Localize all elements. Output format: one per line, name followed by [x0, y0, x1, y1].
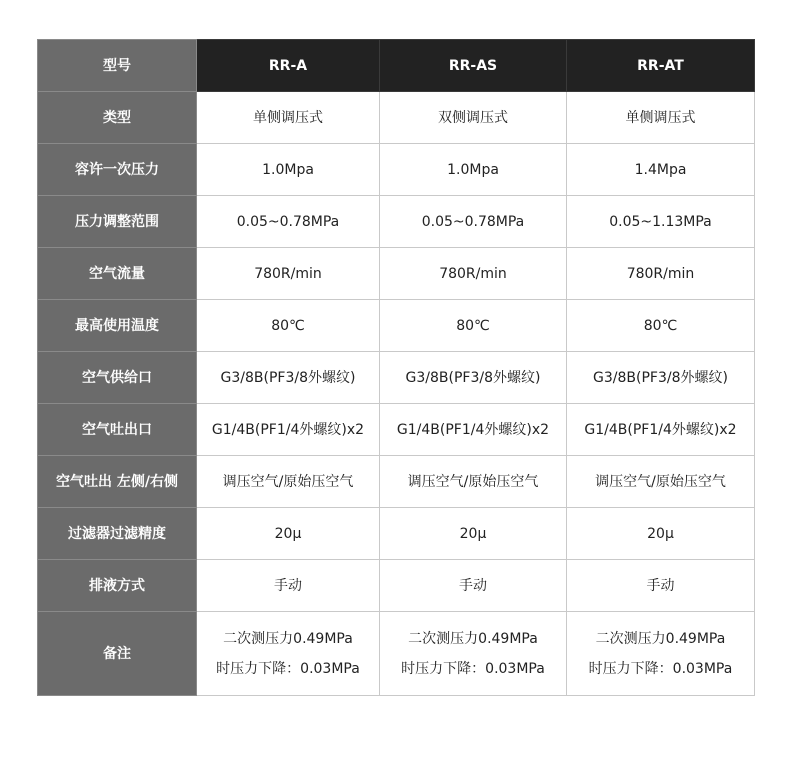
row-label: 空气供给口: [38, 352, 197, 404]
row-label: 排液方式: [38, 560, 197, 612]
row-label: 过滤器过滤精度: [38, 508, 197, 560]
table-cell: G1/4B(PF1/4外螺纹)x2: [380, 404, 567, 456]
table-cell: G3/8B(PF3/8外螺纹): [197, 352, 380, 404]
remark-line: 二次测压力0.49MPa: [595, 630, 726, 647]
remark-line: 二次测压力0.49MPa: [223, 630, 353, 647]
row-label: 最高使用温度: [38, 300, 197, 352]
table-row: [38, 560, 755, 612]
table-row: [38, 144, 755, 196]
table-row: [38, 196, 755, 248]
row-label: 压力调整范围: [38, 196, 197, 248]
table-cell: 780R/min: [197, 248, 380, 300]
remarks-cell: [567, 612, 755, 696]
remarks-row: [38, 612, 755, 696]
row-label: 空气吐出 左侧/右侧: [38, 456, 197, 508]
table-cell: G3/8B(PF3/8外螺纹): [567, 352, 755, 404]
table-cell: 20μ: [197, 508, 380, 560]
table-cell: 80℃: [380, 300, 567, 352]
table-cell: 780R/min: [380, 248, 567, 300]
table-row: [38, 404, 755, 456]
table-cell: 双侧调压式: [380, 92, 567, 144]
table-cell: 80℃: [197, 300, 380, 352]
table-cell: 780R/min: [567, 248, 755, 300]
remarks-cell: [380, 612, 567, 696]
table-cell: 调压空气/原始压空气: [380, 456, 567, 508]
row-label: 空气吐出口: [38, 404, 197, 456]
model-header-rr-as: RR-AS: [380, 40, 567, 92]
table-cell: 1.4Mpa: [567, 144, 755, 196]
remark-line: 时压力下降：0.03MPa: [401, 660, 545, 677]
table-row: [38, 92, 755, 144]
table-row: [38, 456, 755, 508]
remark-line: 时压力下降：0.03MPa: [216, 660, 360, 677]
table-cell: 调压空气/原始压空气: [197, 456, 380, 508]
table-header-row: [38, 40, 755, 92]
table-cell: G1/4B(PF1/4外螺纹)x2: [567, 404, 755, 456]
table-cell: 1.0Mpa: [197, 144, 380, 196]
table-cell: 0.05~1.13MPa: [567, 196, 755, 248]
table-cell: 调压空气/原始压空气: [567, 456, 755, 508]
model-header-rr-at: RR-AT: [567, 40, 755, 92]
row-label: 空气流量: [38, 248, 197, 300]
spec-table: [37, 39, 755, 696]
table-cell: 0.05~0.78MPa: [197, 196, 380, 248]
table-cell: G1/4B(PF1/4外螺纹)x2: [197, 404, 380, 456]
table-cell: 20μ: [380, 508, 567, 560]
table-cell: 单侧调压式: [197, 92, 380, 144]
table-row: [38, 300, 755, 352]
row-label: 类型: [38, 92, 197, 144]
model-header-rr-a: RR-A: [197, 40, 380, 92]
table-cell: 0.05~0.78MPa: [380, 196, 567, 248]
table-cell: 20μ: [567, 508, 755, 560]
header-label-cell: 型号: [38, 40, 197, 92]
table-cell: 1.0Mpa: [380, 144, 567, 196]
table-cell: 80℃: [567, 300, 755, 352]
remark-line: 时压力下降：0.03MPa: [588, 660, 733, 677]
row-label: 备注: [38, 612, 197, 696]
remarks-cell: [197, 612, 380, 696]
table-cell: G3/8B(PF3/8外螺纹): [380, 352, 567, 404]
table-cell: 手动: [197, 560, 380, 612]
table-cell: 手动: [380, 560, 567, 612]
table-row: [38, 248, 755, 300]
table-row: [38, 352, 755, 404]
remark-line: 二次测压力0.49MPa: [408, 630, 538, 647]
table-cell: 单侧调压式: [567, 92, 755, 144]
row-label: 容许一次压力: [38, 144, 197, 196]
table-row: [38, 508, 755, 560]
table-cell: 手动: [567, 560, 755, 612]
